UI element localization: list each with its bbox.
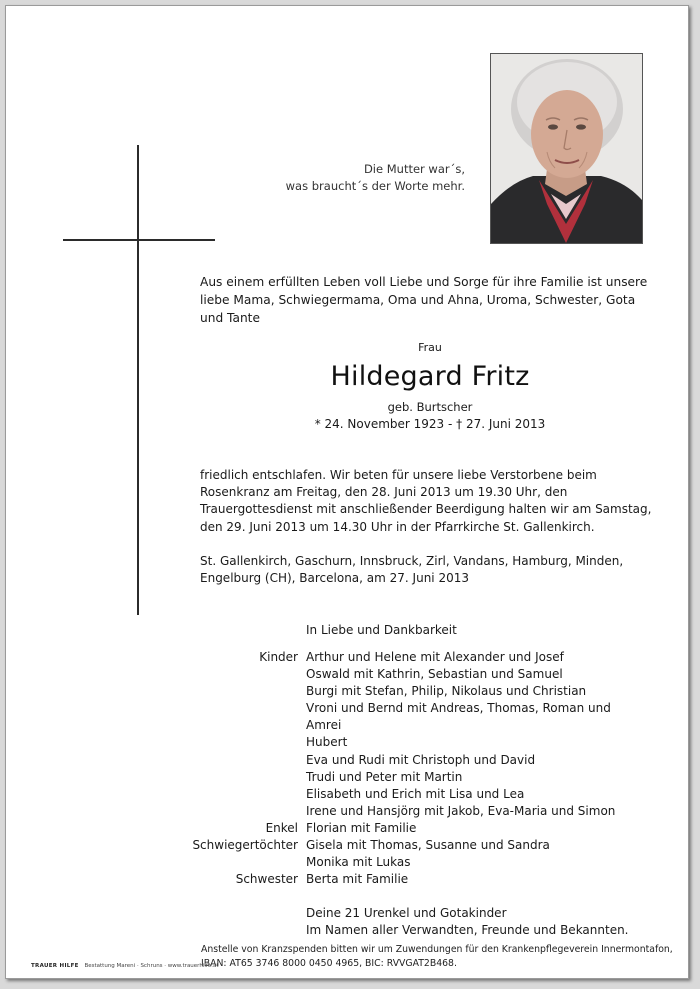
intro-text: Aus einem erfüllten Leben voll Liebe und Sorge für ihre Familie ist unsere liebe Mama, Schwiegermama, Oma und Ahna, Uroma, Schwester, Gota und Tante <box>200 275 648 325</box>
footer-text: Bestattung Mareni · Schruns · www.trauerhilfe.at <box>84 963 219 969</box>
family-row <box>156 734 646 751</box>
family-row <box>156 871 646 888</box>
family-row <box>156 820 646 837</box>
family-names: Arthur und Helene mit Alexander und Josef <box>306 650 564 664</box>
relatives-line: Im Namen aller Verwandten, Freunde und Bekannten. <box>306 923 629 938</box>
family-names: Burgi mit Stefan, Philip, Nikolaus und Christian <box>306 684 587 699</box>
life-dates: * 24. November 1923 - † 27. Juni 2013 <box>314 417 546 431</box>
family-row <box>156 905 646 922</box>
family-row <box>156 683 646 700</box>
family-row <box>156 649 646 666</box>
family-names: Eva und Rudi mit Christoph und David <box>306 752 536 767</box>
motto <box>286 161 465 195</box>
family-row <box>156 922 646 939</box>
honorific: Frau <box>418 341 442 354</box>
family-names: Vroni und Bernd mit Andreas, Thomas, Roman und Amrei <box>306 701 611 733</box>
family-row <box>156 786 646 803</box>
deceased-name: Hildegard Fritz <box>330 361 530 392</box>
great-grandchildren: Deine 21 Urenkel und Gotakinder <box>306 906 507 921</box>
donation-note <box>201 943 673 970</box>
cross-icon-vertical <box>137 145 139 615</box>
family-row <box>156 803 646 820</box>
family-list <box>156 649 646 940</box>
places-and-date: St. Gallenkirch, Gaschurn, Innsbruck, Zirl, Vandans, Hamburg, Minden, Engelburg (CH), Barcelona, am 27. Juni 2013 <box>200 554 624 586</box>
footer-imprint <box>31 963 218 969</box>
service-details: friedlich entschlafen. Wir beten für unsere liebe Verstorbene beim Rosenkranz am Freitag, den 28. Juni 2013 um 19.30 Uhr, den Trauergottesdienst mit anschließender Beerdigung halten wir am Samstag, den 29. Juni 2013 um 14.30 Uhr in der Pfarrkirche St. Gallenkirch. <box>200 468 652 534</box>
donation-line-2: IBAN: AT65 3746 8000 0450 4965, BIC: RVVGAT2B468. <box>201 957 457 969</box>
family-names: Monika mit Lukas <box>306 855 411 870</box>
family-names: Gisela mit Thomas, Susanne und Sandra <box>306 838 550 853</box>
family-names: Trudi und Peter mit Martin <box>306 769 463 784</box>
motto-line-2: was braucht´s der Worte mehr. <box>285 179 465 193</box>
role-label: Schwester <box>235 872 298 887</box>
footer-brand: TRAUER HILFE <box>31 963 79 969</box>
family-names: Elisabeth und Erich mit Lisa und Lea <box>306 786 525 801</box>
family-row <box>156 837 646 854</box>
family-row <box>156 769 646 786</box>
family-names: Hubert <box>306 735 348 750</box>
family-row <box>156 752 646 769</box>
donation-line-1: Anstelle von Kranzspenden bitten wir um Zuwendungen für den Krankenpflegeverein Innermontafon, <box>201 944 673 955</box>
role-label: Enkel <box>265 820 298 835</box>
family-names: Irene und Hansjörg mit Jakob, Eva-Maria und Simon <box>306 803 616 818</box>
family-names: Florian mit Familie <box>306 820 417 835</box>
closing-line: In Liebe und Dankbarkeit <box>306 623 457 637</box>
role-label: Kinder <box>259 650 298 664</box>
portrait-photo <box>490 53 643 244</box>
family-row <box>156 854 646 871</box>
birth-name: geb. Burtscher <box>387 400 473 414</box>
motto-line-1: Die Mutter war´s, <box>363 162 465 176</box>
family-names: Berta mit Familie <box>306 872 409 887</box>
family-names: Oswald mit Kathrin, Sebastian und Samuel <box>306 667 563 682</box>
obituary-page <box>5 5 689 979</box>
cross-icon-horizontal <box>63 239 215 241</box>
family-row <box>156 700 646 734</box>
family-row <box>156 666 646 683</box>
role-label: Schwiegertöchter <box>192 838 298 853</box>
